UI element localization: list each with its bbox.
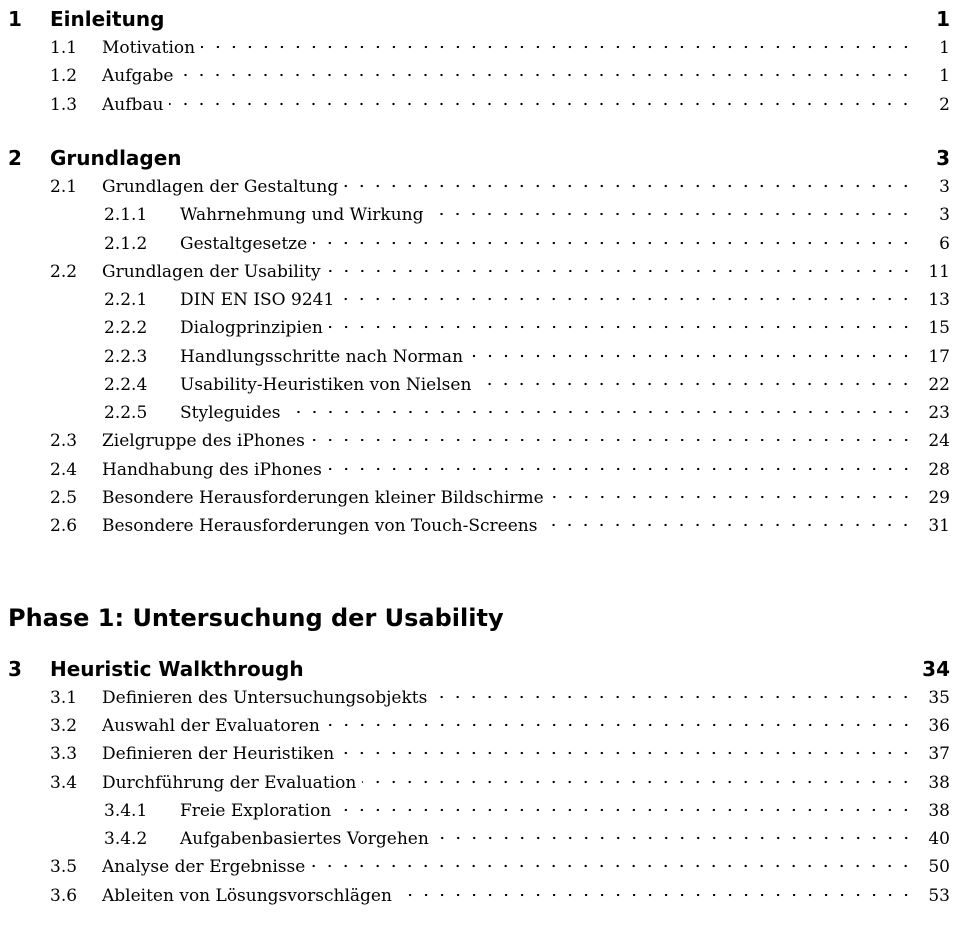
dot-leader <box>477 372 914 390</box>
entry-page: 13 <box>928 290 950 310</box>
entry-number: 2.2 <box>50 262 78 282</box>
entry-number: 2.2.3 <box>104 347 148 367</box>
entry-title: Auswahl der Evaluatoren <box>102 716 320 736</box>
entry-page: 29 <box>928 488 950 508</box>
entry-page: 3 <box>939 177 950 197</box>
dot-leader <box>326 713 914 731</box>
entry-page: 1 <box>939 66 950 86</box>
entry-number: 2.4 <box>50 460 78 480</box>
toc-entry[interactable] <box>50 882 950 910</box>
chapter-title: Einleitung <box>50 7 165 31</box>
entry-page: 2 <box>939 95 950 115</box>
dot-leader <box>543 513 914 531</box>
entry-page: 53 <box>928 886 950 906</box>
entry-page: 36 <box>928 716 950 736</box>
toc-entry[interactable] <box>104 286 950 314</box>
chapter-number: 2 <box>8 146 22 170</box>
entry-page: 38 <box>928 773 950 793</box>
toc-entry[interactable] <box>104 343 950 371</box>
entry-number: 1.2 <box>50 66 78 86</box>
dot-leader <box>287 400 914 418</box>
dot-leader <box>362 770 914 788</box>
entry-title: Usability-Heuristiken von Nielsen <box>180 375 472 395</box>
chapter-number: 3 <box>8 657 22 681</box>
entry-number: 3.3 <box>50 744 78 764</box>
dot-leader <box>337 798 914 816</box>
entry-page: 17 <box>928 347 950 367</box>
entry-page: 23 <box>928 403 950 423</box>
entry-number: 2.2.4 <box>104 375 148 395</box>
entry-page: 37 <box>928 744 950 764</box>
entry-number: 3.6 <box>50 886 78 906</box>
toc-entry[interactable] <box>50 258 950 286</box>
toc-entry[interactable] <box>50 712 950 740</box>
entry-page: 28 <box>928 460 950 480</box>
entry-title: Motivation <box>102 38 196 58</box>
entry-title: Aufgabenbasiertes Vorgehen <box>180 829 429 849</box>
entry-number: 2.1.2 <box>104 234 148 254</box>
entry-title: Freie Exploration <box>180 801 332 821</box>
chapter-title: Grundlagen <box>50 146 182 170</box>
entry-page: 40 <box>928 829 950 849</box>
toc-entry[interactable] <box>50 512 950 540</box>
entry-page: 24 <box>928 431 950 451</box>
dot-leader <box>179 63 914 81</box>
chapter-title: Heuristic Walkthrough <box>50 657 304 681</box>
entry-page: 22 <box>928 375 950 395</box>
entry-title: Handlungsschritte nach Norman <box>180 347 464 367</box>
toc-entry[interactable] <box>50 62 950 90</box>
entry-number: 2.1 <box>50 177 78 197</box>
dot-leader <box>201 35 914 53</box>
toc-entry[interactable] <box>104 399 950 427</box>
chapter-number: 1 <box>8 7 22 31</box>
entry-title: Definieren des Untersuchungsobjekts <box>102 688 428 708</box>
dot-leader <box>344 174 914 192</box>
toc-entry[interactable] <box>104 797 950 825</box>
entry-title: Aufgabe <box>102 66 174 86</box>
toc-entry[interactable] <box>104 371 950 399</box>
toc-entry[interactable] <box>104 825 950 853</box>
entry-title: Ableiten von Lösungsvorschlägen <box>102 886 392 906</box>
dot-leader <box>313 231 914 249</box>
entry-number: 2.6 <box>50 516 78 536</box>
toc-entry[interactable] <box>50 427 950 455</box>
entry-page: 11 <box>928 262 950 282</box>
entry-page: 31 <box>928 516 950 536</box>
dot-leader <box>169 92 914 110</box>
entry-title: Zielgruppe des iPhones <box>102 431 305 451</box>
toc-entry[interactable] <box>50 769 950 797</box>
toc-entry[interactable] <box>50 91 950 119</box>
dot-leader <box>435 826 914 844</box>
dot-leader <box>327 259 914 277</box>
entry-page: 6 <box>939 234 950 254</box>
entry-number: 3.4.2 <box>104 829 148 849</box>
entry-number: 2.3 <box>50 431 78 451</box>
entry-number: 2.2.5 <box>104 403 148 423</box>
entry-title: Dialogprinzipien <box>180 318 323 338</box>
entry-number: 3.2 <box>50 716 78 736</box>
entry-title: Styleguides <box>180 403 281 423</box>
entry-number: 2.2.2 <box>104 318 148 338</box>
chapter-heading[interactable] <box>8 4 950 34</box>
dot-leader <box>329 315 914 333</box>
dot-leader <box>398 883 914 901</box>
toc-entry[interactable] <box>50 684 950 712</box>
entry-number: 3.5 <box>50 857 78 877</box>
entry-title: Handhabung des iPhones <box>102 460 322 480</box>
entry-title: Besondere Herausforderungen von Touch-Screens <box>102 516 538 536</box>
chapter-page: 3 <box>936 146 950 170</box>
chapter-heading[interactable] <box>8 143 950 173</box>
dot-leader <box>340 287 914 305</box>
dot-leader <box>328 457 914 475</box>
entry-page: 50 <box>928 857 950 877</box>
entry-page: 1 <box>939 38 950 58</box>
entry-title: Besondere Herausforderungen kleiner Bildschirme <box>102 488 544 508</box>
toc-entry[interactable] <box>50 173 950 201</box>
entry-number: 1.1 <box>50 38 78 58</box>
entry-title: Grundlagen der Usability <box>102 262 321 282</box>
entry-number: 3.4.1 <box>104 801 148 821</box>
chapter-page: 1 <box>936 7 950 31</box>
entry-title: Grundlagen der Gestaltung <box>102 177 339 197</box>
toc-entry[interactable] <box>50 456 950 484</box>
toc-entry[interactable] <box>104 230 950 258</box>
toc-entry[interactable] <box>50 484 950 512</box>
chapter-heading[interactable] <box>8 654 950 684</box>
toc-entry[interactable] <box>50 740 950 768</box>
entry-page: 15 <box>928 318 950 338</box>
toc-entry[interactable] <box>104 201 950 229</box>
dot-leader <box>311 428 914 446</box>
entry-title: Definieren der Heuristiken <box>102 744 335 764</box>
entry-page: 35 <box>928 688 950 708</box>
entry-title: Aufbau <box>102 95 164 115</box>
entry-title: DIN EN ISO 9241 <box>180 290 335 310</box>
part-title[interactable]: Phase 1: Untersuchung der Usability <box>8 604 504 632</box>
dot-leader <box>429 202 914 220</box>
toc-entry[interactable] <box>104 314 950 342</box>
entry-title: Gestaltgesetze <box>180 234 308 254</box>
entry-page: 38 <box>928 801 950 821</box>
entry-number: 3.1 <box>50 688 78 708</box>
chapter-page: 34 <box>922 657 950 681</box>
entry-number: 2.5 <box>50 488 78 508</box>
entry-title: Durchführung der Evaluation <box>102 773 357 793</box>
dot-leader <box>433 685 914 703</box>
entry-number: 3.4 <box>50 773 78 793</box>
entry-number: 1.3 <box>50 95 78 115</box>
entry-page: 3 <box>939 205 950 225</box>
entry-title: Wahrnehmung und Wirkung <box>180 205 424 225</box>
entry-number: 2.1.1 <box>104 205 148 225</box>
toc-entry[interactable] <box>50 853 950 881</box>
dot-leader <box>550 485 914 503</box>
dot-leader <box>469 344 914 362</box>
dot-leader <box>311 854 914 872</box>
entry-number: 2.2.1 <box>104 290 148 310</box>
entry-title: Analyse der Ergebnisse <box>102 857 306 877</box>
toc-entry[interactable] <box>50 34 950 62</box>
dot-leader <box>340 741 914 759</box>
